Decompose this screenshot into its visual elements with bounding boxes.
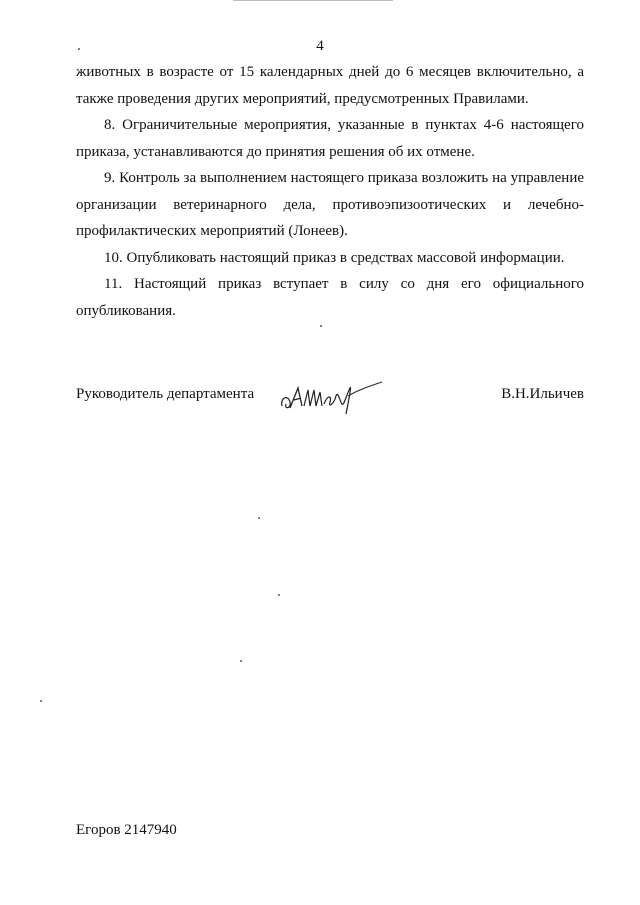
handwritten-signature — [276, 374, 386, 418]
signature-block — [76, 382, 584, 422]
paragraph-11: 11. Настоящий приказ вступает в силу со дня его официального опубликования. — [76, 276, 584, 319]
scan-speck — [278, 594, 280, 596]
scan-edge-line — [233, 0, 393, 1]
page-number: 4 — [316, 38, 324, 54]
scan-speck — [320, 325, 322, 327]
scan-speck — [258, 517, 260, 519]
paragraph-10: 10. Опубликовать настоящий приказ в средствах массовой информации. — [104, 249, 565, 266]
executor-info: Егоров 2147940 — [76, 822, 177, 838]
scan-speck — [240, 660, 242, 662]
signatory-title: Руководитель департамента — [76, 386, 255, 402]
signatory-name: В.Н.Ильичев — [501, 386, 584, 402]
document-body — [76, 59, 584, 324]
paragraph-9: 9. Контроль за выполнением настоящего приказа возложить на управление организации ветеринарного дела, противоэпизоотических и лечебно-профилактических мероприятий (Лонеев). — [76, 170, 584, 239]
scan-speck — [40, 700, 42, 702]
paragraph-continuation: животных в возрасте от 15 календарных дней до 6 месяцев включительно, а также проведения других мероприятий, предусмотренных Правилами. — [76, 64, 584, 107]
paragraph-8: 8. Ограничительные мероприятия, указанные в пунктах 4-6 настоящего приказа, устанавливаются до принятия решения об их отмене. — [76, 117, 584, 160]
scan-speck — [78, 48, 80, 50]
